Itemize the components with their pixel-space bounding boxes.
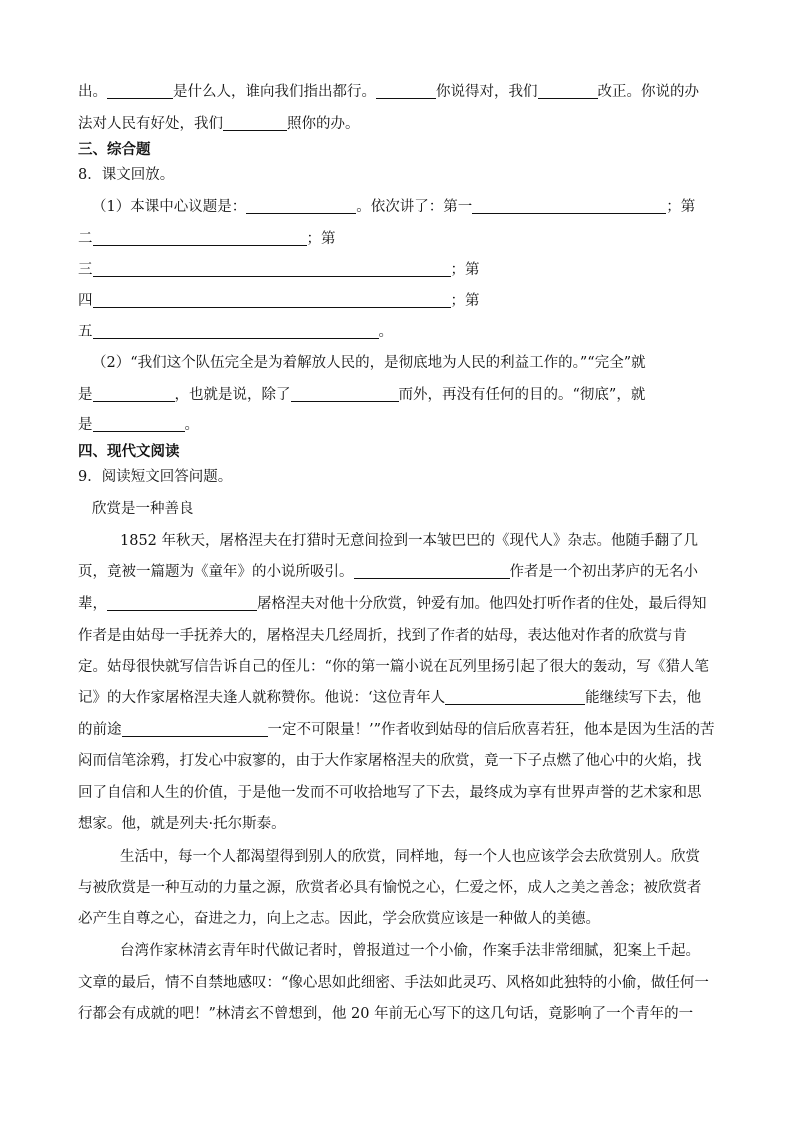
passage-line: 回了自信和人生的价值，于是他一发而不可收拾地写了下去，最终成为享有世界声誉的艺术家和思 [78,785,702,801]
passage-line: 与被欣赏是一种互动的力量之源，欣赏者必具有愉悦之心，仁爱之怀，成人之美之善念；被欣赏者 [78,880,702,896]
section-heading: 四、现代文阅读 [78,443,180,460]
answer-blank[interactable] [376,82,436,99]
text-line: 是 。 [78,417,199,433]
answer-blank[interactable] [107,594,257,611]
passage-line: 作者是由姑母一手抚养大的，屠格涅夫几经周折，找到了作者的姑母，表达他对作者的欣赏与肯 [78,628,687,644]
answer-blank[interactable] [93,415,185,432]
text-line: （1）本课中心议题是： 。依次讲了：第一 ；第 [92,199,696,215]
text-line: 三 ；第 [78,262,480,278]
question-title: 8．课文回放。 [78,167,175,183]
text-line: 二 ；第 [78,231,336,247]
text-line: 是 ，也就是说，除了 而外，再没有任何的目的。“彻底”，就 [78,387,646,403]
answer-blank[interactable] [246,197,356,214]
text-line: 出。 是什么人，谁向我们指出都行。 你说得对，我们 改正。你说的办 [78,84,699,100]
text-line: 五 。 [78,324,393,340]
passage-line: 生活中，每一个人都渴望得到别人的欣赏，同样地，每一个人也应该学会去欣赏别人。欣赏 [120,849,700,865]
section-heading: 三、综合题 [78,141,151,158]
passage-line: 文章的最后，情不自禁地感叹：“像心思如此细密、手法如此灵巧、风格如此独特的小偷，做任何一 [78,975,709,991]
answer-blank[interactable] [538,82,598,99]
passage-line: 1852 年秋天，屠格涅夫在打猎时无意间捡到一本皱巴巴的《现代人》杂志。他随手翻了几 [120,533,699,549]
passage-line: 闷而信笔涂鸦，打发心中寂寥的，由于大作家屠格涅夫的欣赏，竟一下子点燃了他心中的火焰，找 [78,753,702,769]
answer-blank[interactable] [93,291,451,308]
passage-line: 记》的大作家屠格涅夫逢人就称赞你。他说：‘这位青年人 能继续写下去，他 [78,690,702,706]
answer-blank[interactable] [93,385,175,402]
text-line: 四 ；第 [78,293,480,309]
answer-blank[interactable] [93,229,307,246]
answer-blank[interactable] [122,720,268,737]
answer-blank[interactable] [93,322,379,339]
passage-line: 定。姑母很快就写信告诉自己的侄儿：“你的第一篇小说在瓦列里扬引起了很大的轰动，写《猎人笔 [78,659,709,675]
answer-blank[interactable] [223,114,287,131]
passage-line: 页，竟被一篇题为《童年》的小说所吸引。 作者是一个初出茅庐的无名小 [78,564,698,580]
text-line: （2）“我们这个队伍完全是为着解放人民的，是彻底地为人民的利益工作的。”“完全”就 [92,355,646,371]
passage-line: 行都会有成就的吧！”林清玄不曾想到，他 20 年前无心写下的这几句话，竟影响了一个青年的一 [78,1006,694,1022]
answer-blank[interactable] [354,562,510,579]
passage-line: 台湾作家林清玄青年时代做记者时，曾报道过一个小偷，作案手法非常细腻，犯案上千起。 [120,943,700,959]
passage-line: 想家。他，就是列夫·托尔斯泰。 [78,816,286,832]
answer-blank[interactable] [291,385,399,402]
text-line: 法对人民有好处，我们 照你的办。 [78,116,360,132]
passage-line: 的前途 一定不可限量！’”作者收到姑母的信后欣喜若狂，他本是因为生活的苦 [78,722,715,738]
question-title: 9．阅读短文回答问题。 [78,469,233,485]
answer-blank[interactable] [93,260,451,277]
passage-title: 欣赏是一种善良 [92,501,194,517]
answer-blank[interactable] [445,688,585,705]
passage-line: 必产生自尊之心，奋进之力，向上之志。因此，学会欣赏应该是一种做人的美德。 [78,911,600,927]
answer-blank[interactable] [472,197,666,214]
answer-blank[interactable] [107,82,173,99]
passage-line: 辈， 屠格涅夫对他十分欣赏，钟爱有加。他四处打听作者的住处，最后得知 [78,596,707,612]
